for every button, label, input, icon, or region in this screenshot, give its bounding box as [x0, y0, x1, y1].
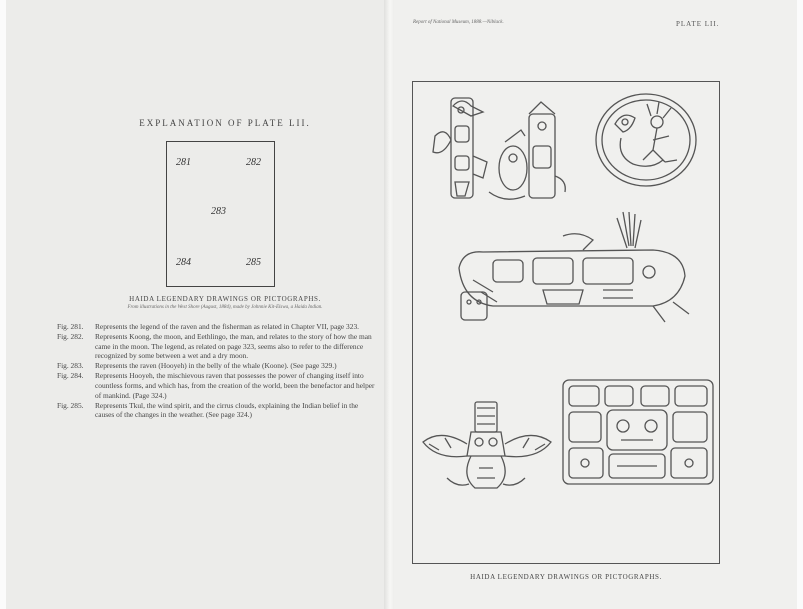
key-label-282: 282 — [246, 157, 261, 168]
figure-entry — [57, 401, 375, 420]
figure-text: Represents Koong, the moon, and Eethlingo, the man, and relates to the story of how the man came in the moon. The legend, as related on page 323, seems also to refer to the difference recognized by some between a wet and a dry moon. — [95, 332, 372, 361]
figure-282-moon-man-drawing — [593, 90, 703, 190]
figure-number: Fig. 281. — [57, 322, 84, 331]
figure-entry — [57, 371, 375, 400]
key-label-284: 284 — [176, 257, 191, 268]
explanation-title: EXPLANATION OF PLATE LII. — [139, 118, 311, 128]
figure-text: Represents the legend of the raven and the fisherman as related in Chapter VII, page 323. — [95, 322, 359, 331]
figure-text: Represents the raven (Hooyeh) in the belly of the whale (Koone). (See page 329.) — [95, 361, 337, 371]
figure-number: Fig. 284. — [57, 371, 84, 381]
key-label-281: 281 — [176, 157, 191, 168]
figure-number: Fig. 283. — [57, 361, 84, 371]
figure-text: Represents Tkul, the wind spirit, and the cirrus clouds, explaining the Indian belief in the causes of the changes in the weather. (See page 324.) — [95, 400, 359, 420]
key-label-285: 285 — [246, 257, 261, 268]
figure-283-raven-in-whale-drawing — [453, 206, 693, 326]
plate-label: PLATE LII. — [676, 20, 720, 28]
figure-number: Fig. 282. — [57, 332, 84, 342]
scan-margin-right — [797, 0, 803, 609]
figure-descriptions — [57, 322, 375, 420]
figure-281-raven-fisherman-drawing — [425, 96, 575, 206]
running-header: Report of National Museum, 1888.—Niblack. — [413, 20, 504, 25]
figure-text: Represents Hooyeh, the mischievous raven that possesses the power of changing itself into countless forms, and which has, from the creation of the world, been the benefactor and helper of mankind. (Page 324.) — [95, 371, 375, 400]
figure-285-tkul-wind-spirit-drawing — [561, 378, 715, 486]
key-label-283: 283 — [211, 206, 226, 217]
plate-caption-left: HAIDA LEGENDARY DRAWINGS OR PICTOGRAPHS. — [129, 295, 321, 303]
figure-number: Fig. 285. — [57, 400, 84, 410]
plate-key-diagram — [166, 141, 275, 287]
plate-credit: From illustrations in the West Shore (August, 1884), made by Johnnie Kit-Elswa, a Haida Indian. — [127, 305, 323, 310]
plate-frame — [412, 81, 720, 564]
figure-284-hooyeh-raven-drawing — [417, 398, 557, 498]
plate-caption-right: HAIDA LEGENDARY DRAWINGS OR PICTOGRAPHS. — [470, 573, 662, 581]
figure-entry — [57, 332, 375, 361]
figure-entry — [57, 322, 375, 332]
figure-entry — [57, 361, 375, 371]
